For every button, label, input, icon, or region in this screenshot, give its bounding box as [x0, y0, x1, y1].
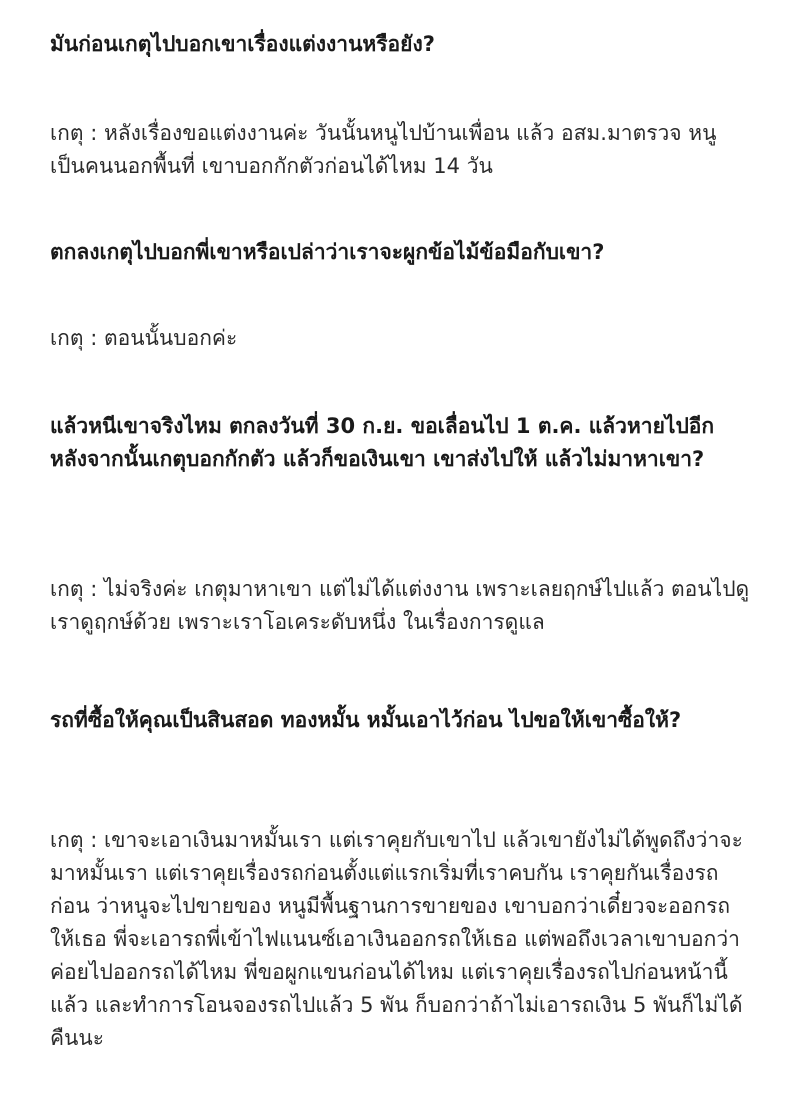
- answer-3: เกตุ : ไม่จริงค่ะ เกตุมาหาเขา แต่ไม่ได้แต่งงาน เพราะเลยฤกษ์ไปแล้ว ตอนไปดู เราดูฤกษ์ด้วย เพราะเราโอเคระดับหนึ่ง ในเรื่องการดูแล: [50, 577, 750, 634]
- answer-4: เกตุ : เขาจะเอาเงินมาหมั้นเรา แต่เราคุยกับเขาไป แล้วเขายังไม่ได้พูดถึงว่าจะมาหมั้นเรา แต่เราคุยเรื่องรถก่อนตั้งแต่แรกเริ่มที่เราคบกัน เราคุยกันเรื่องรถก่อน ว่าหนูจะไปขายของ หนูมีพื้นฐานการขายของ เขาบอกว่าเดี๋ยวจะออกรถให้เธอ พี่จะเอารถพี่เข้าไฟแนนซ์เอาเงินออกรถให้เธอ แต่พอถึงเวลาเขาบอกว่าค่อยไปออกรถได้ไหม พี่ขอผูกแขนก่อนได้ไหม แต่เราคุยเรื่องรถไปก่อนหน้านี้แล้ว และทำการโอนจองรถไปแล้ว 5 พัน ก็บอกว่าถ้าไม่เอารถเงิน 5 พันก็ไม่ได้คืนนะ: [50, 828, 743, 1050]
- question-2: ตกลงเกตุไปบอกพี่เขาหรือเปล่าว่าเราจะผูกข้อไม้ข้อมือกับเขา?: [50, 240, 605, 264]
- answer-2: เกตุ : ตอนนั้นบอกค่ะ: [50, 326, 238, 350]
- question-3: แล้วหนีเขาจริงไหม ตกลงวันที่ 30 ก.ย. ขอเลื่อนไป 1 ต.ค. แล้วหายไปอีก หลังจากนั้นเกตุบอกกักตัว แล้วก็ขอเงินเขา เขาส่งไปให้ แล้วไม่มาหาเขา?: [50, 414, 715, 471]
- question-1: มันก่อนเกตุไปบอกเขาเรื่องแต่งงานหรือยัง?: [50, 32, 435, 56]
- question-4: รถที่ซื้อให้คุณเป็นสินสอด ทองหมั้น หมั้นเอาไว้ก่อน ไปขอให้เขาซื้อให้?: [50, 708, 682, 732]
- answer-1: เกตุ : หลังเรื่องขอแต่งงานค่ะ วันนั้นหนูไปบ้านเพื่อน แล้ว อสม.มาตรวจ หนูเป็นคนนอกพื้นที่ เขาบอกกักตัวก่อนได้ไหม 14 วัน: [50, 121, 717, 178]
